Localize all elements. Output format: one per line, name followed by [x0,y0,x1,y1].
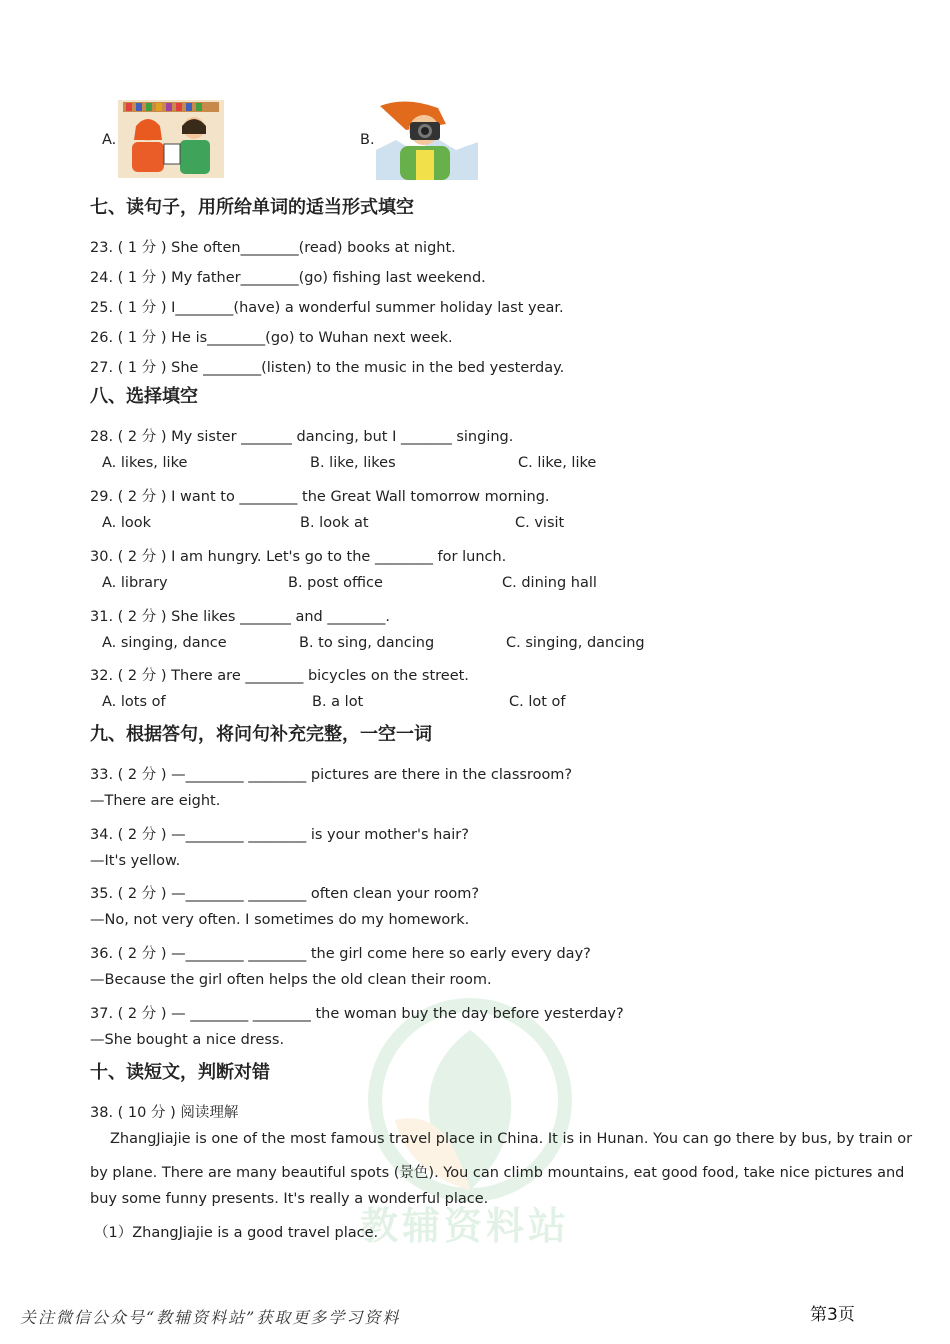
question-32: 32. ( 2 分 ) There are ________ bicycles on the street. [90,668,469,684]
section-9-title: 九、根据答句，将问句补充完整，一空一词 [90,724,432,745]
question-34: 34. ( 2 分 ) —________ ________ is your mother's hair? [90,827,469,843]
watermark-text: 教辅资料站 [360,1204,571,1248]
question-32-option-a: A. lots of [102,694,166,710]
question-28-option-c: C. like, like [518,455,597,471]
question-31-option-a: A. singing, dance [102,635,227,651]
question-29-option-a: A. look [102,515,152,531]
question-32-option-b: B. a lot [312,694,364,710]
question-28-option-a: A. likes, like [102,455,188,471]
picture-a-label: A. [102,132,117,148]
question-26: 26. ( 1 分 ) He is________(go) to Wuhan next week. [90,330,453,346]
question-30-option-b: B. post office [288,575,383,591]
question-23: 23. ( 1 分 ) She often________(read) books at night. [90,240,456,256]
question-32-option-c: C. lot of [509,694,566,710]
question-38-item-1: （1）ZhangJiajie is a good travel place. [94,1225,379,1241]
answer-36: —Because the girl often helps the old clean their room. [90,972,492,988]
section-7-title: 七、读句子，用所给单词的适当形式填空 [90,197,414,218]
question-33: 33. ( 2 分 ) —________ ________ pictures are there in the classroom? [90,767,573,783]
picture-a-image [118,100,224,178]
question-27: 27. ( 1 分 ) She ________(listen) to the music in the bed yesterday. [90,360,565,376]
question-37: 37. ( 2 分 ) — ________ ________ the woman buy the day before yesterday? [90,1006,624,1022]
section-8-title: 八、选择填空 [90,386,198,407]
question-28-option-b: B. like, likes [310,455,396,471]
question-31-option-c: C. singing, dancing [506,635,645,651]
question-24: 24. ( 1 分 ) My father________(go) fishing last weekend. [90,270,486,286]
picture-b-label: B. [360,132,375,148]
question-30-option-c: C. dining hall [502,575,597,591]
question-29: 29. ( 2 分 ) I want to ________ the Great Wall tomorrow morning. [90,489,550,505]
question-31: 31. ( 2 分 ) She likes _______ and ________. [90,609,390,625]
question-28: 28. ( 2 分 ) My sister _______ dancing, but I _______ singing. [90,429,514,445]
passage-line-1: ZhangJiajie is one of the most famous travel place in China. It is in Hunan. You can go there by bus, by train or [110,1131,913,1147]
answer-35: —No, not very often. I sometimes do my homework. [90,912,470,928]
question-29-option-c: C. visit [515,515,565,531]
page-number: 第3页 [810,1305,855,1325]
question-31-option-b: B. to sing, dancing [299,635,435,651]
answer-33: —There are eight. [90,793,221,809]
question-30-option-a: A. library [102,575,168,591]
answer-37: —She bought a nice dress. [90,1032,285,1048]
section-10-title: 十、读短文，判断对错 [90,1062,270,1083]
question-36: 36. ( 2 分 ) —________ ________ the girl come here so early every day? [90,946,591,962]
question-25: 25. ( 1 分 ) I________(have) a wonderful summer holiday last year. [90,300,564,316]
picture-b-image [376,100,478,180]
question-29-option-b: B. look at [300,515,369,531]
question-35: 35. ( 2 分 ) —________ ________ often clean your room? [90,886,480,902]
footer-note: 关注微信公众号“教辅资料站”获取更多学习资料 [20,1308,401,1327]
question-38-header: 38. ( 10 分 ) 阅读理解 [90,1105,239,1121]
question-30: 30. ( 2 分 ) I am hungry. Let's go to the ________ for lunch. [90,549,507,565]
passage-line-2: by plane. There are many beautiful spots (景色). You can climb mountains, eat good food, take nice pictures and [90,1165,905,1181]
answer-34: —It's yellow. [90,853,181,869]
passage-line-3: buy some funny presents. It's really a wonderful place. [90,1191,489,1207]
